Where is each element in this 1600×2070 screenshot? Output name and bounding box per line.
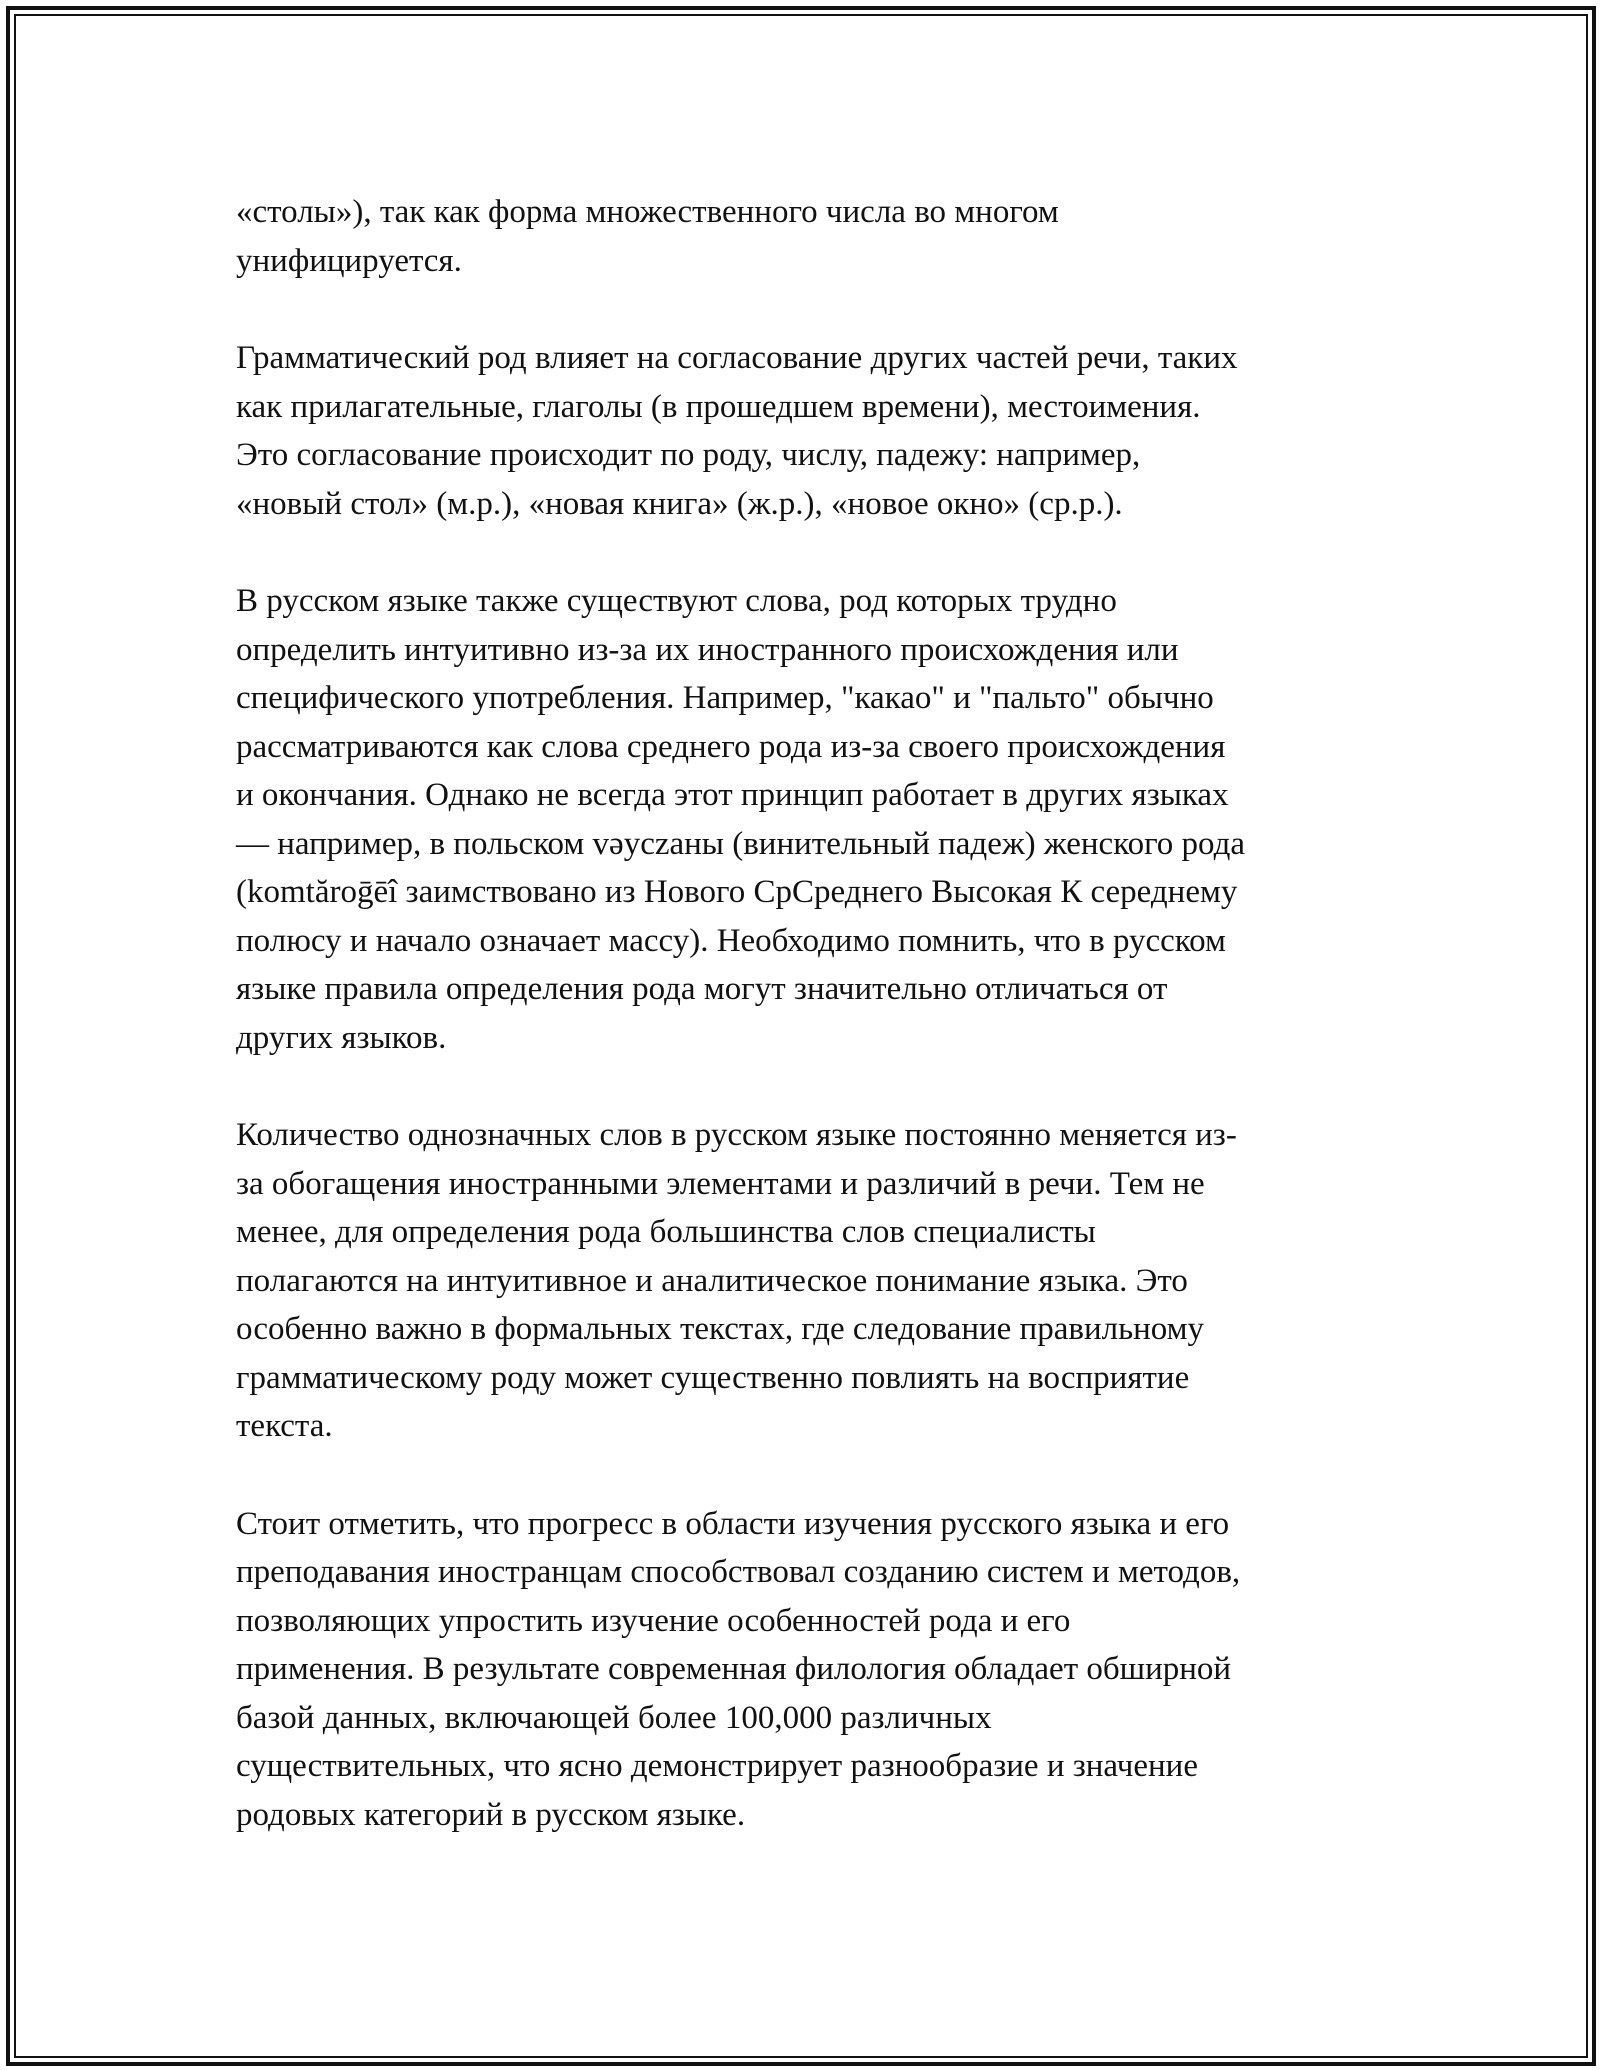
paragraph-2 [236, 334, 1366, 528]
paragraph-3 [236, 577, 1366, 1062]
text-line: за обогащения иностранными элементами и различий в речи. Тем не [236, 1165, 1205, 1202]
text-line: как прилагательные, глаголы (в прошедшем времени), местоимения. [236, 388, 1201, 425]
text-line: базой данных, включающей более 100,000 различных [236, 1699, 992, 1736]
text-line: специфического употребления. Например, "какао" и "пальто" обычно [236, 680, 1214, 716]
paragraph-5 [236, 1500, 1366, 1840]
text-line: «новый стол» (м.р.), «новая книга» (ж.р.), «новое окно» (ср.р.). [236, 485, 1123, 522]
text-line: «столы»), так как форма множественного числа во многом [236, 194, 1059, 230]
document-body [236, 188, 1366, 1888]
text-line: особенно важно в формальных текстах, где следование правильному [236, 1311, 1205, 1347]
text-line: существительных, что ясно демонстрирует разнообразие и значение [236, 1748, 1198, 1784]
text-line: и окончания. Однако не всегда этот принцип работает в других языках [236, 777, 1229, 813]
text-line: полюсу и начало означает массу). Необходимо помнить, что в русском [236, 922, 1226, 959]
text-line: родовых категорий в русском языке. [236, 1796, 746, 1833]
text-line: полагаются на интуитивное и аналитическое понимание языка. Это [236, 1262, 1188, 1299]
paragraph-1 [236, 188, 1366, 285]
text-line: языке правила определения рода могут значительно отличаться от [236, 971, 1168, 1007]
text-line: унифицируется. [236, 242, 462, 279]
text-line: определить интуитивно из-за их иностранного происхождения или [236, 631, 1179, 668]
text-line: Это согласование происходит по роду, числу, падежу: например, [236, 437, 1141, 473]
text-line: текста. [236, 1408, 333, 1444]
text-line: грамматическому роду может существенно повлиять на восприятие [236, 1359, 1190, 1396]
text-line: рассматриваются как слова среднего рода из-за своего происхождения [236, 728, 1226, 765]
text-line: — например, в польском vəyczаны (винительный падеж) женского рода [236, 825, 1246, 862]
text-line: (komtăroḡēî заимствовано из Нового СрСреднего Высокая К середнему [236, 874, 1238, 910]
text-line: других языков. [236, 1019, 447, 1056]
text-line: Грамматический род влияет на согласование других частей речи, таких [236, 340, 1238, 376]
text-line: Стоит отметить, что прогресс в области изучения русского языка и его [236, 1505, 1230, 1542]
text-line: В русском языке также существуют слова, род которых трудно [236, 583, 1117, 619]
text-line: менее, для определения рода большинства слов специалисты [236, 1214, 1096, 1250]
text-line: позволяющих упростить изучение особенностей рода и его [236, 1602, 1071, 1639]
text-line: применения. В результате современная филология обладает обширной [236, 1651, 1232, 1687]
text-line: преподавания иностранцам способствовал созданию систем и методов, [236, 1554, 1241, 1590]
text-line: Количество однозначных слов в русском языке постоянно меняется из- [236, 1117, 1237, 1153]
paragraph-4 [236, 1111, 1366, 1451]
